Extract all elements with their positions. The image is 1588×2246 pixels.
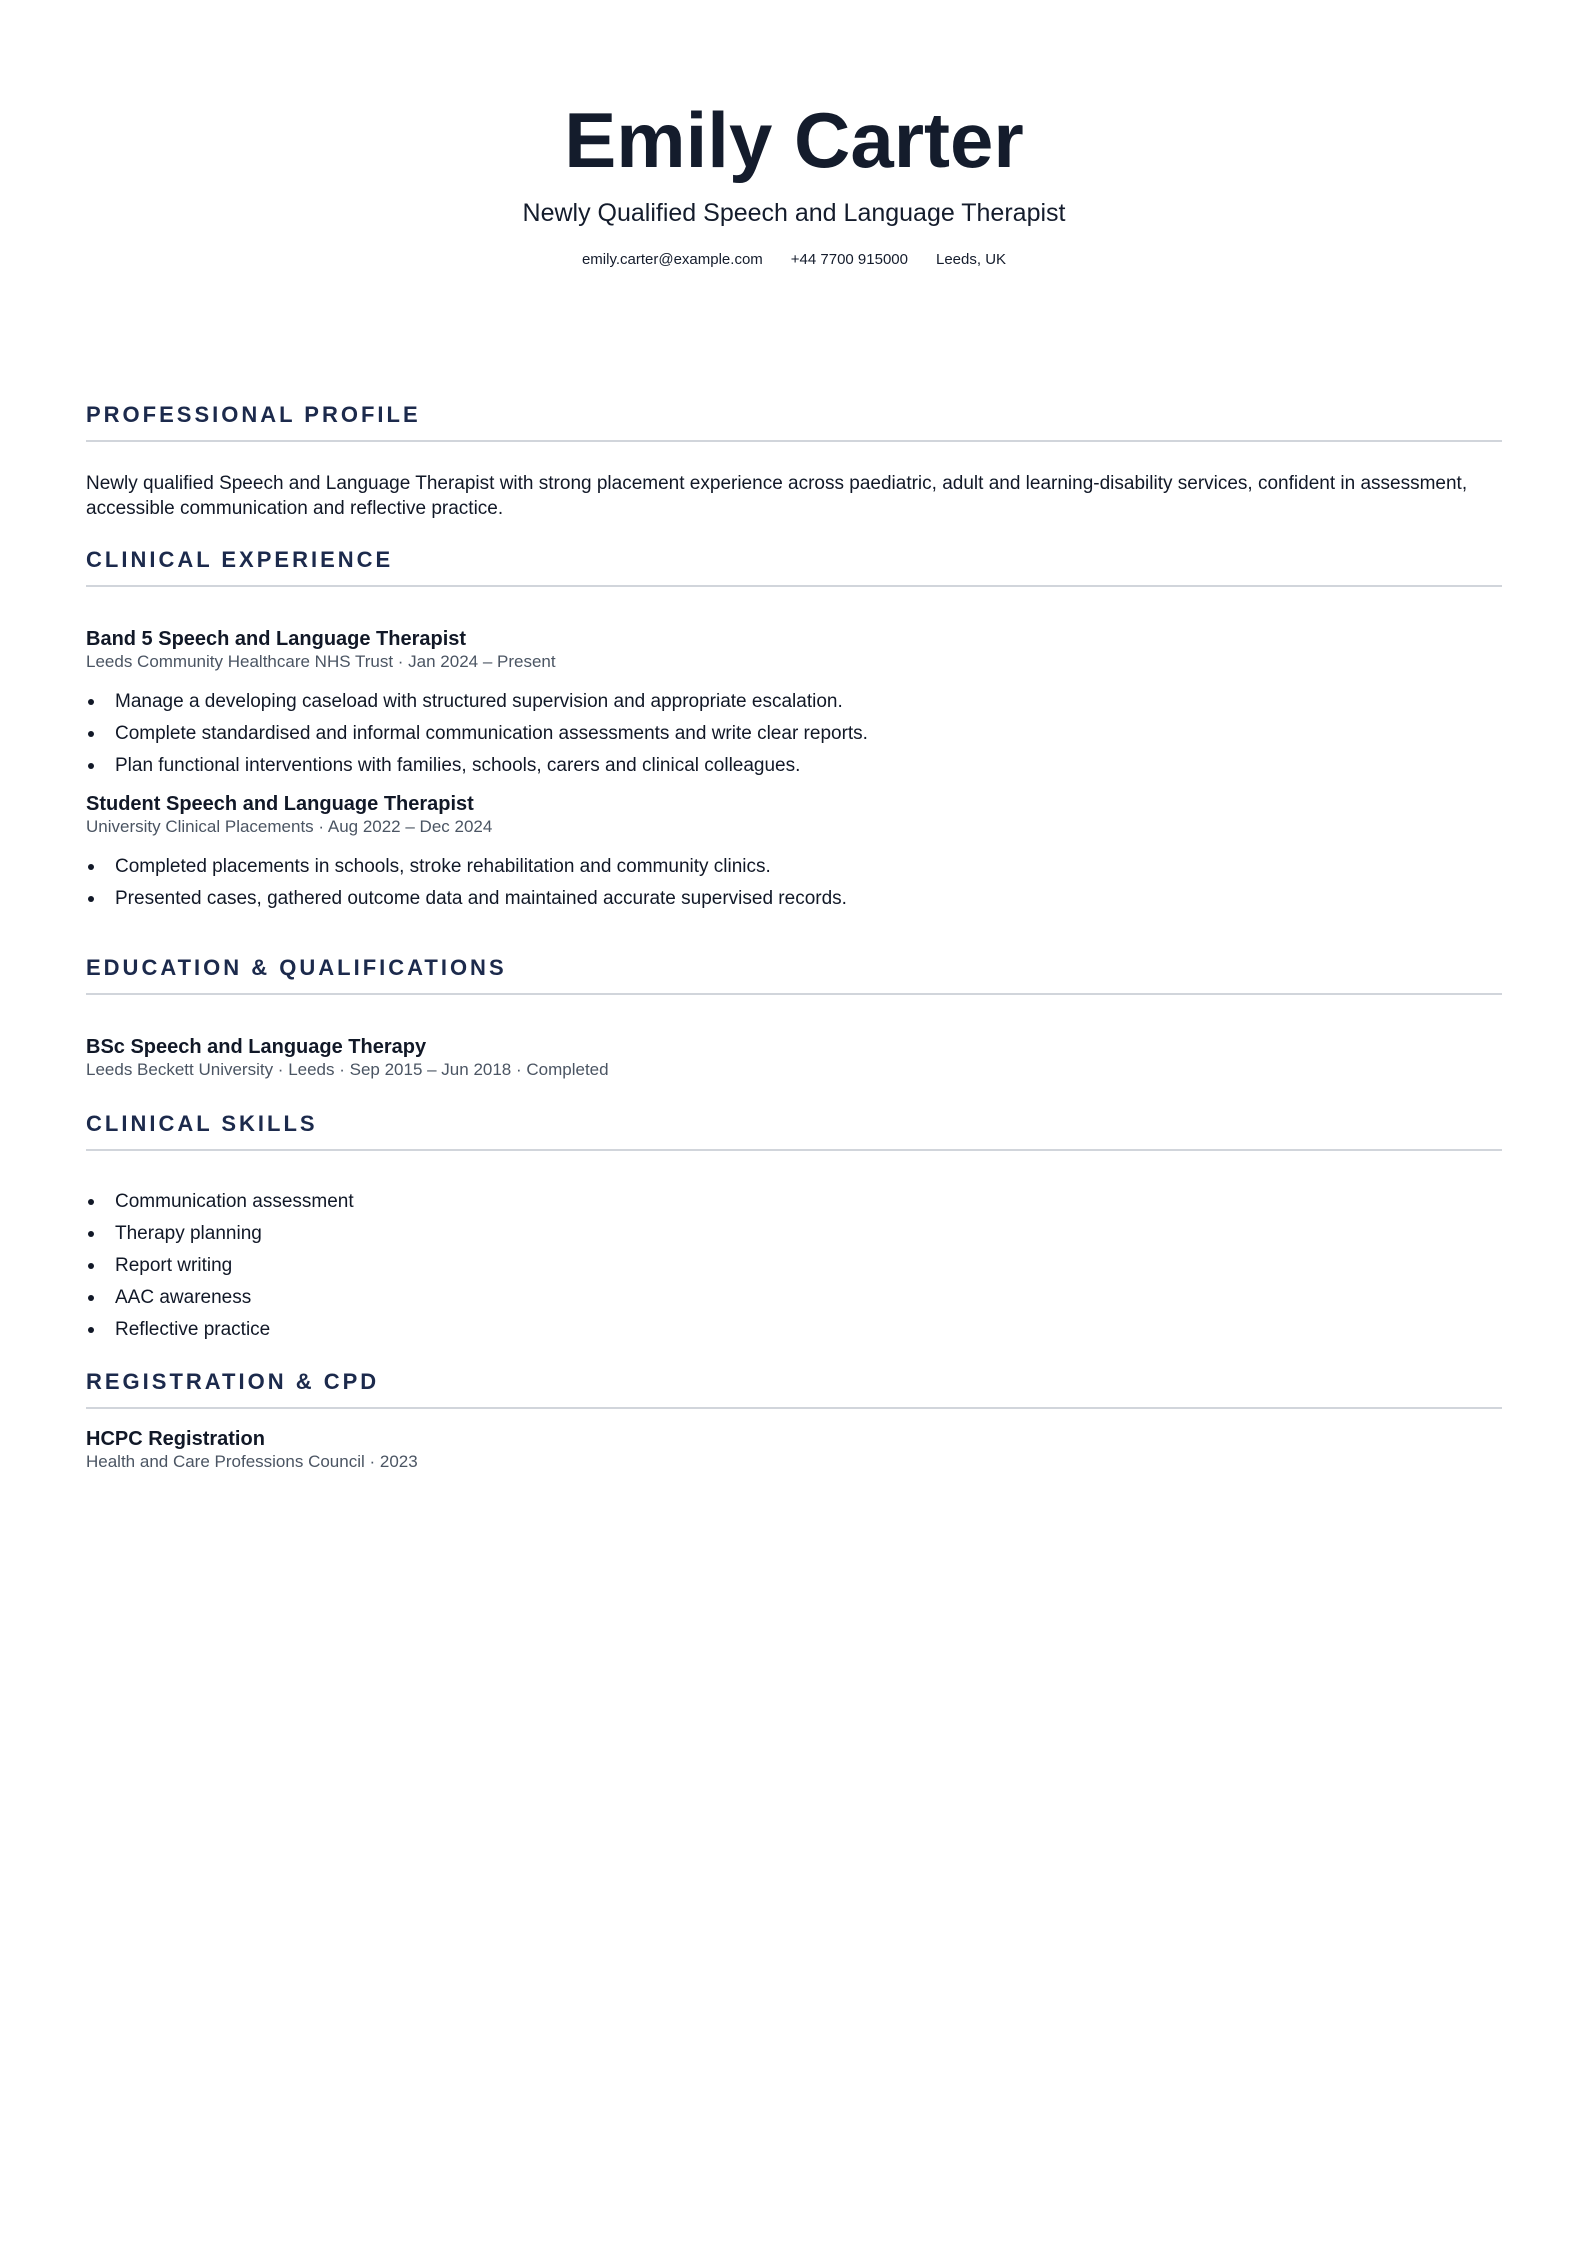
section-divider [86, 993, 1502, 995]
list-item: Report writing [86, 1253, 1502, 1278]
job-meta: University Clinical Placements · Aug 2022 – Dec 2024 [86, 817, 493, 836]
contact-location: Leeds, UK [935, 251, 1007, 268]
section-clinical-skills [86, 1109, 1502, 1349]
section-divider [86, 440, 1502, 442]
list-item: Presented cases, gathered outcome data and maintained accurate supervised records. [86, 886, 1502, 911]
contact-phone[interactable]: +44 7700 915000 [790, 251, 908, 268]
section-divider [86, 585, 1502, 587]
list-item: Manage a developing caseload with structured supervision and appropriate escalation. [86, 689, 1502, 714]
list-item: Communication assessment [86, 1189, 1502, 1214]
section-heading: CLINICAL EXPERIENCE [86, 547, 394, 572]
section-heading: REGISTRATION & CPD [86, 1369, 380, 1394]
degree-meta: Leeds Beckett University · Leeds · Sep 2015 – Jun 2018 · Completed [86, 1060, 609, 1079]
registration-name: HCPC Registration [86, 1428, 265, 1450]
list-item: Completed placements in schools, stroke rehabilitation and community clinics. [86, 854, 1502, 879]
job-bullets [86, 689, 1502, 778]
section-professional-profile [86, 400, 1502, 521]
registration-entry [86, 1427, 1502, 1473]
registration-meta: Health and Care Professions Council · 2023 [86, 1452, 418, 1471]
experience-entry [86, 627, 1502, 778]
section-divider [86, 1149, 1502, 1151]
contact-line [0, 250, 1588, 270]
resume-header [0, 90, 1588, 270]
job-role: Student Speech and Language Therapist [86, 793, 474, 815]
section-clinical-experience [86, 545, 1502, 918]
contact-email[interactable]: emily.carter@example.com [581, 251, 763, 268]
degree-title: BSc Speech and Language Therapy [86, 1036, 427, 1058]
job-bullets [86, 854, 1502, 911]
job-role: Band 5 Speech and Language Therapist [86, 628, 467, 650]
section-heading: PROFESSIONAL PROFILE [86, 402, 421, 427]
candidate-name: Emily Carter [564, 96, 1024, 184]
list-item: Reflective practice [86, 1317, 1502, 1342]
section-registration-cpd [86, 1367, 1502, 1473]
section-heading: EDUCATION & QUALIFICATIONS [86, 955, 507, 980]
section-divider [86, 1407, 1502, 1409]
candidate-headline: Newly Qualified Speech and Language Therapist [522, 199, 1066, 227]
list-item: Plan functional interventions with families, schools, carers and clinical colleagues. [86, 753, 1502, 778]
section-heading: CLINICAL SKILLS [86, 1111, 318, 1136]
list-item: AAC awareness [86, 1285, 1502, 1310]
section-education [86, 953, 1502, 1081]
profile-summary: Newly qualified Speech and Language Therapist with strong placement experience across paediatric, adult and learning-disability services, confident in assessment, accessible communication and reflective practice. [86, 473, 1468, 519]
job-meta: Leeds Community Healthcare NHS Trust · Jan 2024 – Present [86, 652, 556, 671]
skills-list [86, 1189, 1502, 1342]
education-entry [86, 1035, 1502, 1081]
list-item: Therapy planning [86, 1221, 1502, 1246]
list-item: Complete standardised and informal communication assessments and write clear reports. [86, 721, 1502, 746]
experience-entry [86, 792, 1502, 911]
